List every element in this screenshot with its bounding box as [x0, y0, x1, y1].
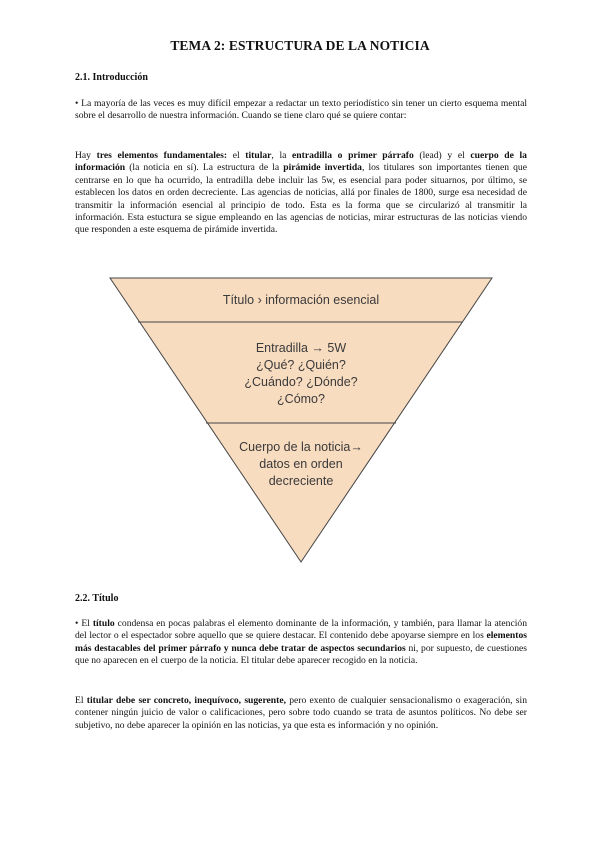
pyramid-tier-lead-line: ¿Qué? ¿Quién? [256, 358, 346, 372]
paragraph-intro: • La mayoría de las veces es muy difícil empezar a redactar un texto periodístico sin tener un cierto esquema mental sobre el desarrollo de nuestra información. Cuando se tiene claro qué se quiere contar: [75, 98, 527, 122]
paragraph-titulo [75, 618, 527, 668]
bold-run: cuerpo de la información [75, 150, 527, 174]
text-run: (lead) y el [413, 150, 471, 161]
text-run: pero exento de cualquier sensacionalismo o exageración, sin contener ningún juicio de valor o calificaciones, pero sobre todo cuando se trata de asuntos políticos. No debe ser subjetivo, no debe aparecer la opinión en las noticias, ya que esta es información y no opinión. [75, 695, 528, 731]
text-run: condensa en pocas palabras el elemento dominante de la información, y también, para llamar la atención del lector o el espectador sobre aquello que se quiere destacar. El contenido debe apoyarse siempre en los [75, 618, 527, 642]
pyramid-tier-lead-line: ¿Cómo? [277, 392, 325, 406]
bold-run: titular [86, 695, 113, 706]
bold-run: tres elementos fundamentales: [96, 150, 228, 161]
pyramid-shape [110, 278, 492, 562]
paragraph-titular [75, 695, 527, 732]
pyramid-tier-lead-line: ¿Cuándo? ¿Dónde? [244, 375, 358, 389]
pyramid-tier-body-line: decreciente [268, 474, 334, 488]
page-title: TEMA 2: ESTRUCTURA DE LA NOTICIA [170, 38, 430, 53]
text-run: El [75, 695, 87, 706]
bold-run: título [92, 618, 115, 629]
text-run: , la [271, 150, 293, 161]
pyramid-tier-body-line: Cuerpo de la noticia→ [239, 440, 363, 454]
text-run: , los titulares son importantes tienen que centrarse en lo que ha ocurrido, la entradilla debe incluir las 5w, es esencial para poder situarnos, por último, se establecen los datos en orden decreciente. Las agencias de noticias, allá por finales de 1800, surge esa necesidad de transmitir la información esencial al principio de todo. Esta es la forma que se circularizó al transmitir la información. Esta estuctura se sigue empleando en las agencias de noticias, mirar estructuras de las noticias viendo que responden a este esquema de pirámide invertida. [75, 162, 527, 236]
bold-run: elementos más destacables del primer párrafo y nunca debe tratar de aspectos secundarios [75, 630, 527, 654]
pyramid-tier-lead-line: Entradilla → 5W [255, 341, 347, 355]
section-heading-introduccion: 2.1. Introducción [75, 72, 148, 83]
text-run: • El [75, 618, 93, 629]
text-run: Hay [75, 150, 97, 161]
bold-run: pirámide invertida [283, 162, 362, 174]
section-heading-titulo: 2.2. Título [75, 593, 119, 604]
bold-run: entradilla o primer párrafo [292, 150, 414, 161]
text-run: (la noticia en sí). La estructura de la [125, 162, 284, 174]
text-run: ni, por supuesto, de cuestiones que no aparecen en el cuerpo de la noticia. El titular debe aparecer recogido en la noticia. [75, 642, 527, 667]
bold-italic-run: debe ser concreto, inequívoco, sugerente, [112, 695, 286, 706]
pyramid-tier-title: Título › información esencial [222, 293, 380, 307]
text-run: el [227, 150, 246, 161]
bold-run: titular [245, 150, 272, 161]
pyramid-tier-body-line: datos en orden [259, 457, 343, 471]
